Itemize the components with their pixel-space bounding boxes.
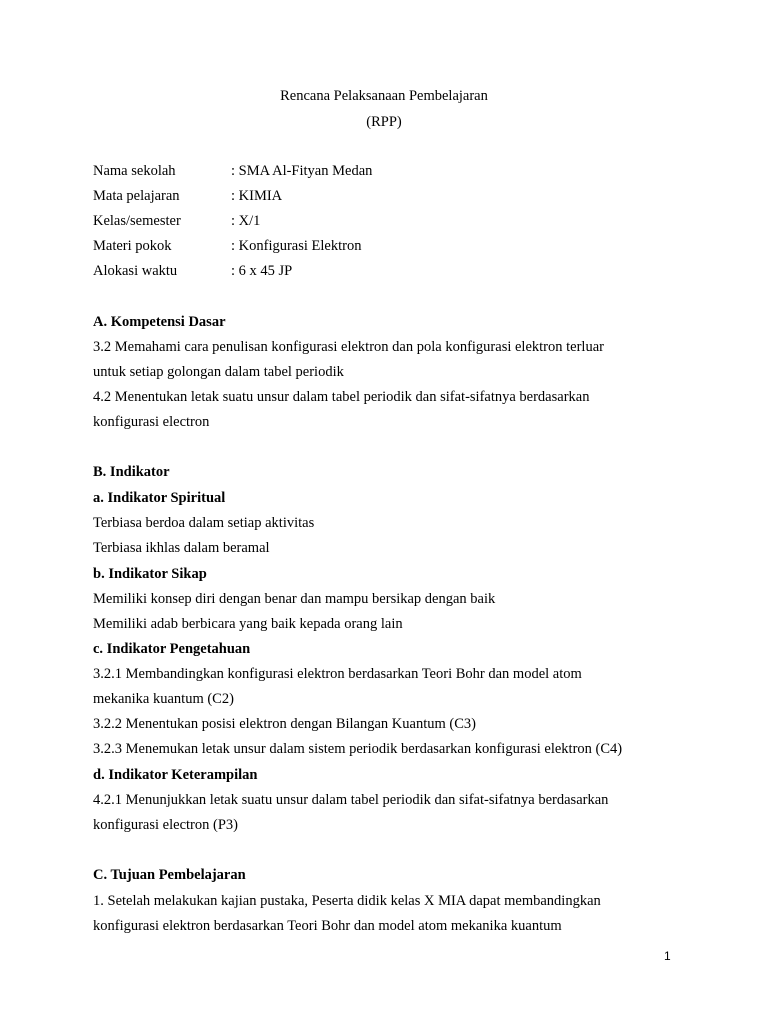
- identity-label: Mata pelajaran: [93, 188, 180, 204]
- section-c-line: 1. Setelah melakukan kajian pustaka, Peserta didik kelas X MIA dapat membandingkan: [93, 893, 601, 909]
- section-a-line: konfigurasi electron: [93, 414, 210, 430]
- sikap-line: Memiliki adab berbicara yang baik kepada orang lain: [93, 616, 403, 632]
- identity-value: : Konfigurasi Elektron: [231, 238, 362, 254]
- document-title: Rencana Pelaksanaan Pembelajaran: [280, 88, 488, 104]
- keterampilan-line: konfigurasi electron (P3): [93, 817, 238, 833]
- identity-value: : 6 x 45 JP: [231, 263, 293, 279]
- identity-value: : KIMIA: [231, 188, 283, 204]
- identity-label: Alokasi waktu: [93, 263, 178, 279]
- keterampilan-heading: d. Indikator Keterampilan: [93, 767, 258, 783]
- spiritual-heading: a. Indikator Spiritual: [93, 490, 226, 506]
- pengetahuan-line: 3.2.1 Membandingkan konfigurasi elektron berdasarkan Teori Bohr dan model atom: [93, 666, 582, 682]
- pengetahuan-heading: c. Indikator Pengetahuan: [93, 641, 251, 657]
- section-c-line: konfigurasi elektron berdasarkan Teori Bohr dan model atom mekanika kuantum: [93, 918, 562, 934]
- identity-label: Kelas/semester: [93, 213, 181, 229]
- identity-value: : X/1: [231, 213, 261, 229]
- pengetahuan-line: 3.2.2 Menentukan posisi elektron dengan Bilangan Kuantum (C3): [93, 716, 476, 732]
- identity-label: Materi pokok: [93, 238, 172, 254]
- sikap-line: Memiliki konsep diri dengan benar dan mampu bersikap dengan baik: [93, 591, 496, 607]
- section-b-heading: B. Indikator: [93, 464, 170, 480]
- section-a-line: 4.2 Menentukan letak suatu unsur dalam tabel periodik dan sifat-sifatnya berdasarkan: [93, 389, 590, 405]
- section-a-line: untuk setiap golongan dalam tabel periodik: [93, 364, 344, 380]
- sikap-heading: b. Indikator Sikap: [93, 566, 207, 582]
- spiritual-line: Terbiasa berdoa dalam setiap aktivitas: [93, 515, 315, 531]
- section-c-heading: C. Tujuan Pembelajaran: [93, 867, 246, 883]
- pengetahuan-line: 3.2.3 Menemukan letak unsur dalam sistem periodik berdasarkan konfigurasi elektron (C4): [93, 741, 623, 757]
- spiritual-line: Terbiasa ikhlas dalam beramal: [93, 540, 270, 556]
- identity-label: Nama sekolah: [93, 163, 176, 179]
- page-number: 1: [664, 949, 671, 963]
- keterampilan-line: 4.2.1 Menunjukkan letak suatu unsur dalam tabel periodik dan sifat-sifatnya berdasarkan: [93, 792, 609, 808]
- section-a-line: 3.2 Memahami cara penulisan konfigurasi elektron dan pola konfigurasi elektron terluar: [93, 339, 604, 355]
- document-subtitle: (RPP): [366, 114, 402, 130]
- pengetahuan-line: mekanika kuantum (C2): [93, 691, 234, 707]
- section-a-heading: A. Kompetensi Dasar: [93, 314, 226, 330]
- identity-value: : SMA Al-Fityan Medan: [231, 163, 373, 179]
